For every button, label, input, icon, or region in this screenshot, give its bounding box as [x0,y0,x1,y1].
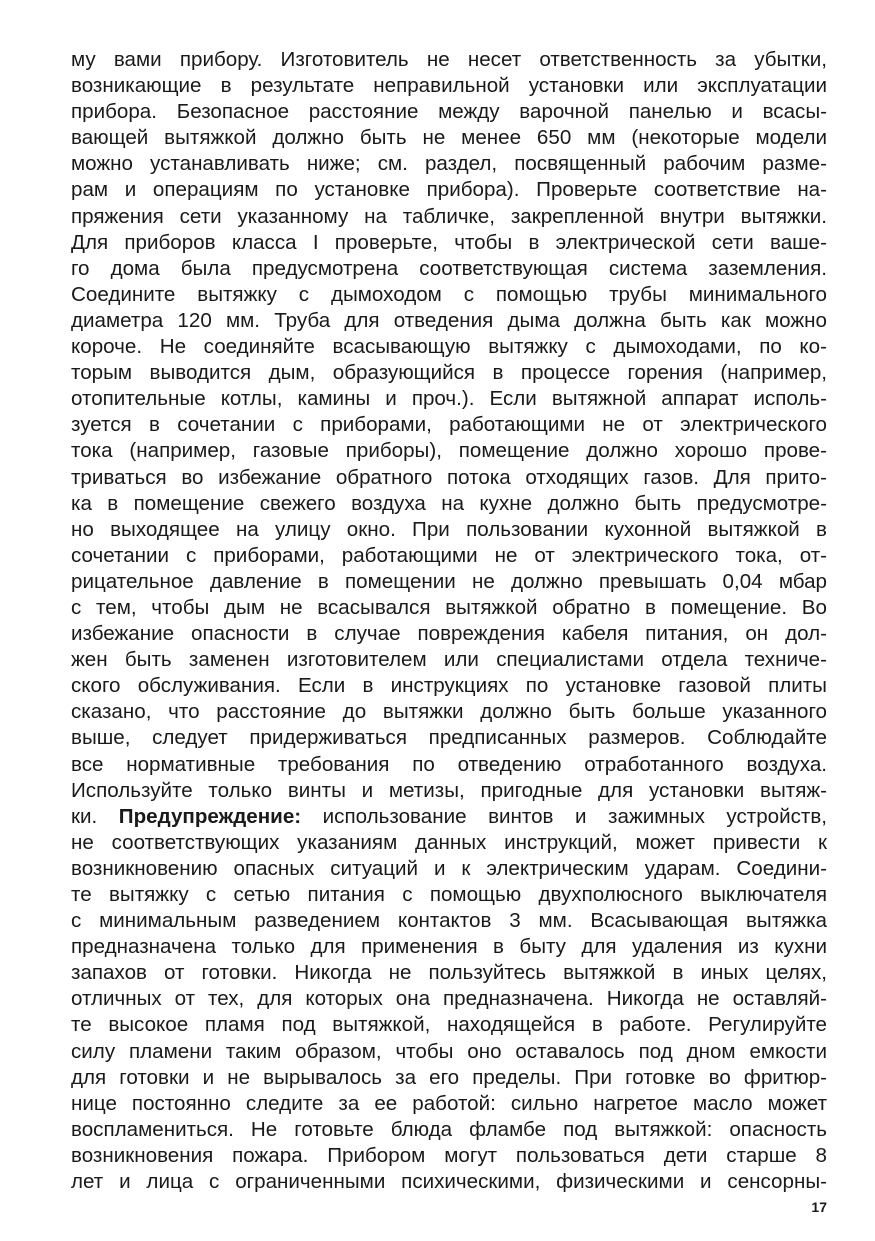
warning-label: Предупреждение: [118,804,302,828]
text-line: Для приборов класса I проверьте, чтобы в электрической сети ваше- [71,230,827,254]
text-line: с тем, чтобы дым не всасывался вытяжкой обратно в помещение. Во [71,595,827,619]
text-line: короче. Не соединяйте всасывающую вытяжку с дымоходами, по ко- [71,335,827,359]
text-line: тока (например, газовые приборы), помещение должно хорошо прове- [71,439,827,463]
text-line: триваться во избежание обратного потока отходящих газов. Для прито- [71,465,827,489]
text-line: прибора. Безопасное расстояние между варочной панелью и всасы- [71,100,827,124]
text-line: рицательное давление в помещении не должно превышать 0,04 мбар [71,569,827,593]
warning-prefix: ки. [71,804,119,828]
text-line: предназначена только для применения в быту для удаления из кухни [71,935,827,959]
text-line: ского обслуживания. Если в инструкциях по установке газовой плиты [71,674,827,698]
text-line: возникновения пожара. Прибором могут пользоваться дети старше 8 [71,1143,827,1167]
text-line: нице постоянно следите за ее работой: сильно нагретое масло может [71,1091,827,1115]
text-line: те вытяжку с сетью питания с помощью двухполюсного выключателя [71,883,827,906]
text-line: все нормативные требования по отведению отработанного воздуха. [71,752,827,776]
text-line: силу пламени таким образом, чтобы оно оставалось под дном емкости [71,1039,827,1063]
text-line: ка в помещение свежего воздуха на кухне должно быть предусмотре- [71,491,827,515]
page-number: 17 [811,1199,827,1215]
text-line: Соедините вытяжку с дымоходом с помощью трубы минимального [71,282,827,306]
text-line: Используйте только винты и метизы, пригодные для установки вытяж- [71,778,827,802]
text-line: для готовки и не вырывалось за его пределы. При готовке во фритюр- [71,1065,827,1089]
text-line: зуется в сочетании с приборами, работающими не от электрического [71,413,827,437]
text-line: возникновению опасных ситуаций и к электрическим ударам. Соедини- [71,856,827,880]
text-line: жен быть заменен изготовителем или специалистами отдела техниче- [71,648,827,672]
text-line: возникающие в результате неправильной установки или эксплуатации [71,74,827,98]
text-line: но выходящее на улицу окно. При пользовании кухонной вытяжкой в [71,517,827,541]
warning-line [71,804,827,830]
warning-suffix: использование винтов и зажимных устройств, [301,804,827,828]
text-line: не соответствующих указаниям данных инструкций, может привести к [71,830,827,854]
text-line: рам и операциям по установке прибора). Проверьте соответствие на- [71,178,827,202]
text-line: избежание опасности в случае повреждения кабеля питания, он дол- [71,622,827,646]
text-line: выше, следует придерживаться предписанных размеров. Соблюдайте [71,726,827,750]
text-line: сказано, что расстояние до вытяжки должно быть больше указанного [71,700,827,724]
text-line: с минимальным разведением контактов 3 мм. Всасывающая вытяжка [71,909,827,933]
text-line: те высокое пламя под вытяжкой, находящейся в работе. Регулируйте [71,1013,827,1037]
text-line: запахов от готовки. Никогда не пользуйтесь вытяжкой в иных целях, [71,961,827,985]
text-line: вающей вытяжкой должно быть не менее 650 мм (некоторые модели [71,126,827,150]
body-text [71,47,827,1195]
text-line: отличных от тех, для которых она предназначена. Никогда не оставляй- [71,987,827,1011]
text-line: му вами прибору. Изготовитель не несет ответственность за убытки, [71,48,827,71]
text-line: сочетании с приборами, работающими не от электрического тока, от- [71,543,827,567]
text-line: можно устанавливать ниже; см. раздел, посвященный рабочим разме- [71,152,827,176]
text-line: воспламениться. Не готовьте блюда фламбе под вытяжкой: опасность [71,1117,827,1141]
text-line: лет и лица с ограниченными психическими, физическими и сенсорны- [71,1170,827,1194]
text-line: отопительные котлы, камины и проч.). Если вытяжной аппарат исполь- [71,387,827,411]
text-line: го дома была предусмотрена соответствующая система заземления. [71,256,827,280]
text-line: торым выводится дым, образующийся в процессе горения (например, [71,361,827,385]
text-line: пряжения сети указанному на табличке, закрепленной внутри вытяжки. [71,204,827,228]
text-line: диаметра 120 мм. Труба для отведения дыма должна быть как можно [71,308,827,332]
